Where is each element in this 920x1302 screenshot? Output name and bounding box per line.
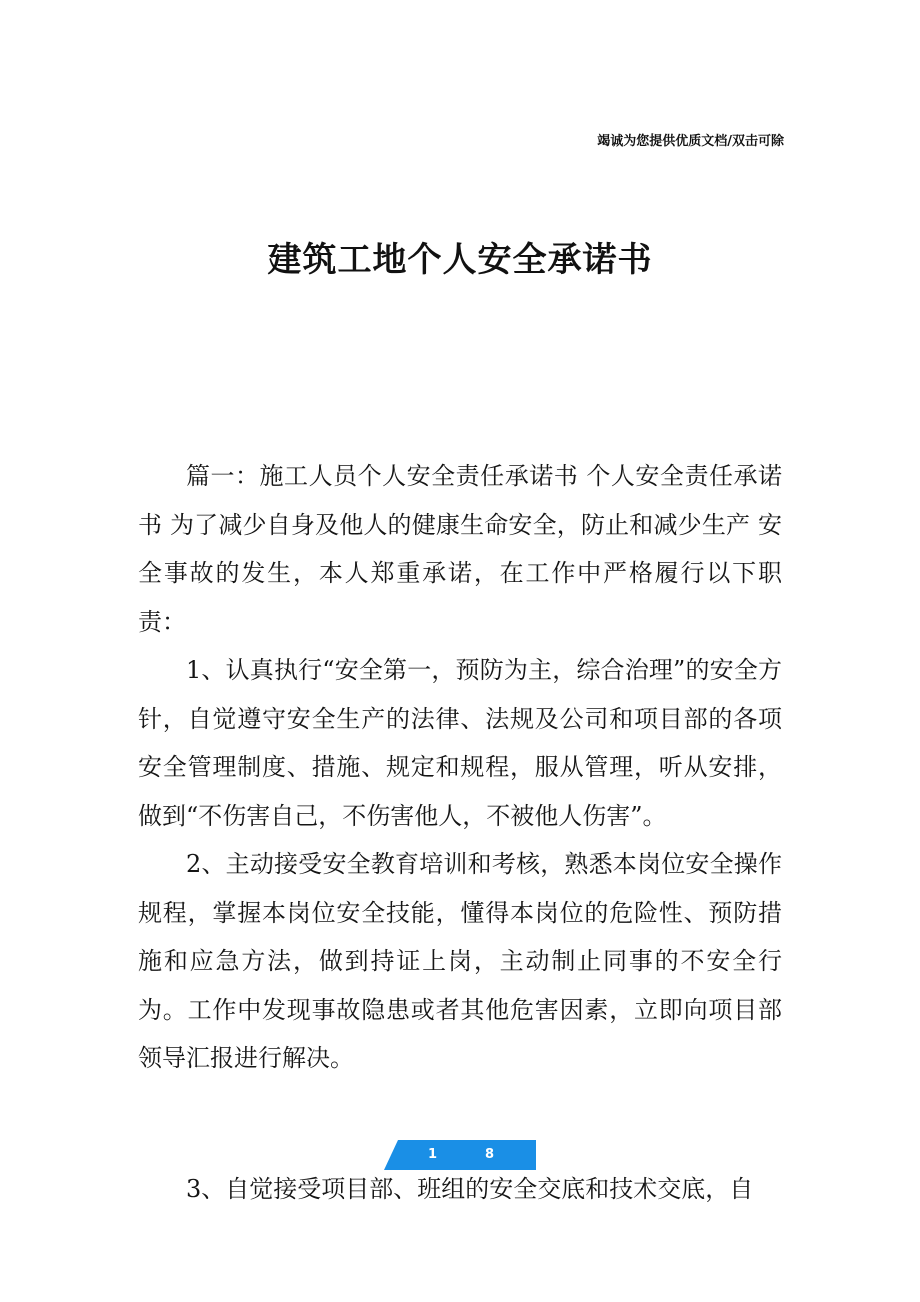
paragraph-intro: 篇一：施工人员个人安全责任承诺书 个人安全责任承诺书 为了减少自身及他人的健康生命安全，防止和减少生产 安全事故的发生，本人郑重承诺，在工作中严格履行以下职 责：: [138, 462, 782, 636]
paragraph-item-3: 3、自觉接受项目部、班组的安全交底和技术交底，自: [186, 1175, 754, 1203]
paragraph-item-2: 2、主动接受安全教育培训和考核，熟悉本岗位安全操作规程，掌握本岗位安全技能，懂得本岗位的危险性、预防措施和应急方法，做到持证上岗，主动制止同事的不安全行为。工作中发现事故隐患或者其他危害因素，立即向项目部领导汇报进行解决。: [138, 850, 782, 1072]
paragraph-item-1: 1、认真执行“安全第一，预防为主，综合治理”的安全方针，自觉遵守安全生产的法律、法规及公司和项目部的各项安全管理制度、措施、规定和规程，服从管理，听从安排，做到“不伤害自己，不伤害他人，不被他人伤害”。: [138, 656, 782, 830]
page-number-total: 8: [485, 1147, 495, 1162]
document-body-continued: [138, 1165, 782, 1214]
document-body: [138, 452, 782, 1083]
header-note: 竭诚为您提供优质文档/双击可除: [597, 134, 784, 149]
page-number-current: 1: [428, 1147, 438, 1162]
document-title: 建筑工地个人安全承诺书: [267, 240, 653, 280]
